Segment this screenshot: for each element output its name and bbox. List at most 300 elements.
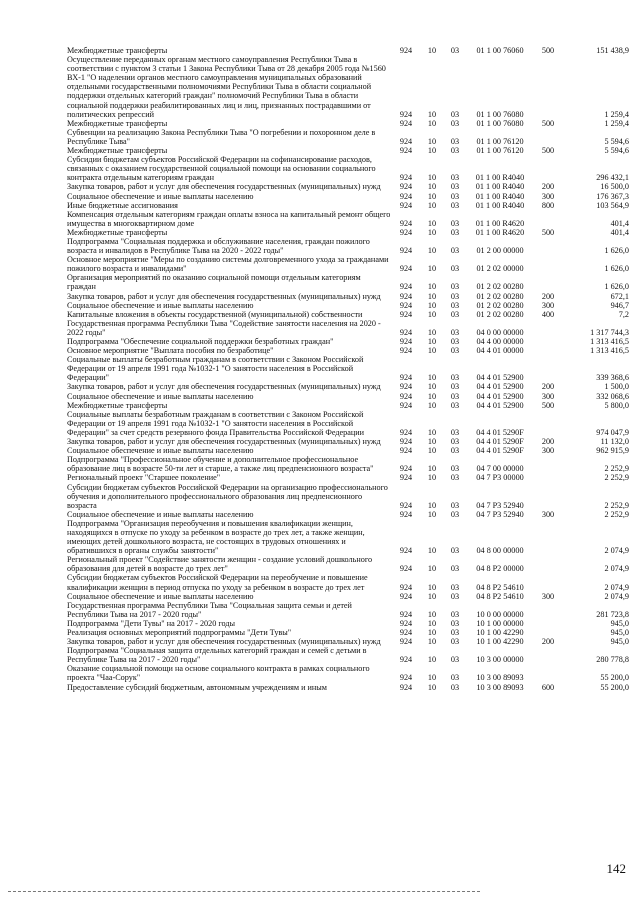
row-grbs: 924 <box>399 682 413 692</box>
row-expense-type <box>533 573 563 591</box>
row-subsection: 03 <box>450 109 460 119</box>
row-subsection: 03 <box>450 300 460 310</box>
row-expense-type <box>533 619 563 628</box>
row-name: Подпрограмма "Организация переобучения и повышения квалификации женщин, находящихся в отпуске по уходу за ребенком в возрасте до трех лет, а также женщин, имеющих детей дошкольного возраста, не состоящих в трудовых отношениях и обратившихся в органы службы занятости" <box>67 518 365 556</box>
row-section: 10 <box>427 264 437 274</box>
row-section: 10 <box>427 509 437 519</box>
row-subsection: 03 <box>450 509 460 519</box>
row-subsection: 03 <box>450 673 460 683</box>
row-target-article: 04 4 01 5290F <box>476 427 524 437</box>
row-section: 10 <box>427 500 437 510</box>
row-section: 10 <box>427 655 437 665</box>
row-amount: 1 313 416,5 <box>590 337 629 346</box>
row-section: 10 <box>427 473 437 483</box>
row-amount: 2 252,9 <box>604 473 629 483</box>
table-row <box>67 228 629 237</box>
row-grbs: 924 <box>399 628 413 637</box>
bottom-divider <box>8 891 480 892</box>
table-row <box>67 519 629 555</box>
row-name: Социальные выплаты безработным гражданам в соответствии с Законом Российской Федерации от 19 апреля 1991 года №1032-1 "О занятости населения в Российской Федерации" за счет средств резервного фонда Правительства Российской Федерации <box>67 409 365 437</box>
row-target-article: 01 1 00 R4040 <box>475 182 525 192</box>
row-amount: 401,4 <box>610 218 629 228</box>
table-row <box>67 455 629 473</box>
row-section: 10 <box>427 46 437 55</box>
row-name: Социальное обеспечение и иные выплаты населению <box>67 300 254 310</box>
table-row <box>67 664 629 682</box>
row-name: Капитальные вложения в объекты государственной (муниципальной) собственности <box>67 309 363 319</box>
table-row <box>67 292 629 301</box>
row-expense-type: 500 <box>541 146 555 156</box>
row-section: 10 <box>427 427 437 437</box>
row-grbs: 924 <box>399 391 413 401</box>
row-section: 10 <box>427 346 437 356</box>
table-row <box>67 592 629 601</box>
row-subsection: 03 <box>450 464 460 474</box>
row-subsection: 03 <box>450 327 460 337</box>
table-row <box>67 146 629 155</box>
table-row <box>67 192 629 201</box>
row-amount: 2 252,9 <box>604 509 629 519</box>
row-amount: 339 368,6 <box>596 373 629 383</box>
row-amount: 945,0 <box>610 628 629 637</box>
row-section: 10 <box>427 327 437 337</box>
row-subsection: 03 <box>450 173 460 183</box>
row-name: Иные бюджетные ассигнования <box>67 200 178 210</box>
row-subsection: 03 <box>450 218 460 228</box>
table-row <box>67 473 629 482</box>
row-expense-type <box>533 319 563 337</box>
row-subsection: 03 <box>450 437 460 447</box>
row-name: Компенсация отдельным категориям граждан оплаты взноса на капитальный ремонт общего имущества в многоквартирном доме <box>67 209 391 228</box>
row-name: Межбюджетные трансферты <box>67 227 168 237</box>
row-target-article: 01 1 00 R4040 <box>475 173 525 183</box>
row-subsection: 03 <box>450 282 460 292</box>
row-subsection: 03 <box>450 291 460 301</box>
row-subsection: 03 <box>450 637 460 647</box>
row-name: Закупка товаров, работ и услуг для обеспечения государственных (муниципальных) нужд <box>67 291 381 301</box>
row-section: 10 <box>427 582 437 592</box>
row-grbs: 924 <box>399 337 413 346</box>
row-amount: 2 074,9 <box>604 564 629 574</box>
row-target-article: 04 8 P2 54610 <box>476 582 524 592</box>
row-amount: 332 068,6 <box>596 391 629 401</box>
row-subsection: 03 <box>450 618 460 628</box>
row-grbs: 924 <box>399 427 413 437</box>
row-target-article: 04 4 01 52900 <box>476 400 524 410</box>
row-target-article: 10 1 00 42290 <box>476 628 524 637</box>
row-section: 10 <box>427 282 437 292</box>
row-section: 10 <box>427 591 437 601</box>
row-amount: 151 438,9 <box>596 46 629 55</box>
row-grbs: 924 <box>399 109 413 119</box>
row-subsection: 03 <box>450 346 460 356</box>
row-expense-type: 200 <box>541 637 555 647</box>
row-amount: 2 252,9 <box>604 500 629 510</box>
table-row <box>67 382 629 391</box>
row-name: Государственная программа Республики Тыва "Социальная защита семьи и детей Республики Тыва на 2017 - 2020 годы" <box>67 600 352 619</box>
row-amount: 1 317 744,3 <box>590 327 629 337</box>
row-expense-type <box>533 255 563 273</box>
table-row <box>67 210 629 228</box>
row-target-article: 04 4 01 52900 <box>476 373 524 383</box>
row-target-article: 04 7 P3 52940 <box>476 509 524 519</box>
row-name: Основное мероприятие "Меры по созданию системы долговременного ухода за гражданами пожилого возраста и инвалидами" <box>67 255 389 274</box>
row-expense-type: 300 <box>541 591 555 601</box>
row-expense-type <box>533 346 563 355</box>
row-section: 10 <box>427 337 437 346</box>
row-grbs: 924 <box>399 291 413 301</box>
row-subsection: 03 <box>450 564 460 574</box>
table-row <box>67 410 629 437</box>
row-name: Закупка товаров, работ и услуг для обеспечения государственных (муниципальных) нужд <box>67 437 381 447</box>
table-row <box>67 573 629 591</box>
row-grbs: 924 <box>399 191 413 201</box>
row-subsection: 03 <box>450 382 460 392</box>
row-grbs: 924 <box>399 227 413 237</box>
row-target-article: 10 3 00 00000 <box>476 655 524 665</box>
row-amount: 296 432,1 <box>596 173 629 183</box>
row-subsection: 03 <box>450 609 460 619</box>
row-expense-type <box>533 555 563 573</box>
row-subsection: 03 <box>450 246 460 256</box>
row-grbs: 924 <box>399 264 413 274</box>
row-subsection: 03 <box>450 200 460 210</box>
row-subsection: 03 <box>450 546 460 556</box>
row-target-article: 01 1 00 76080 <box>476 109 524 119</box>
row-expense-type <box>533 273 563 291</box>
row-grbs: 924 <box>399 637 413 647</box>
row-subsection: 03 <box>450 473 460 483</box>
row-grbs: 924 <box>399 673 413 683</box>
row-amount: 7,2 <box>618 309 629 319</box>
row-subsection: 03 <box>450 309 460 319</box>
row-expense-type <box>533 519 563 555</box>
row-expense-type: 500 <box>541 400 555 410</box>
row-amount: 945,0 <box>610 618 629 628</box>
row-target-article: 01 2 02 00280 <box>476 291 524 301</box>
table-row <box>67 446 629 455</box>
row-name: Социальные выплаты безработным гражданам в соответствии с Законом Российской Федерации от 19 апреля 1991 года №1032-1 "О занятости населения в Российской Федерации" <box>67 355 364 383</box>
row-amount: 974 047,9 <box>596 427 629 437</box>
table-row <box>67 119 629 128</box>
row-grbs: 924 <box>399 464 413 474</box>
row-target-article: 01 2 02 00280 <box>476 309 524 319</box>
row-subsection: 03 <box>450 118 460 128</box>
table-row <box>67 392 629 401</box>
row-grbs: 924 <box>399 246 413 256</box>
row-subsection: 03 <box>450 682 460 692</box>
row-amount: 5 594,6 <box>604 146 629 156</box>
row-target-article: 04 8 P2 00000 <box>476 564 524 574</box>
row-subsection: 03 <box>450 227 460 237</box>
row-expense-type: 200 <box>541 437 555 447</box>
row-grbs: 924 <box>399 582 413 592</box>
row-name: Оказание социальной помощи на основе социального контракта в рамках социального проекта "Чаа-Сорук" <box>67 664 370 683</box>
row-target-article: 04 4 00 00000 <box>476 337 524 346</box>
row-section: 10 <box>427 109 437 119</box>
row-target-article: 01 2 02 00000 <box>476 264 524 274</box>
row-amount: 946,7 <box>610 300 629 310</box>
row-grbs: 924 <box>399 373 413 383</box>
row-name: Региональный проект "Содействие занятости женщин - создание условий дошкольного образования для детей в возрасте до трех лет" <box>67 555 373 574</box>
row-grbs: 924 <box>399 346 413 356</box>
row-target-article: 04 8 00 00000 <box>476 546 524 556</box>
row-section: 10 <box>427 227 437 237</box>
table-row <box>67 337 629 346</box>
row-subsection: 03 <box>450 427 460 437</box>
row-target-article: 04 7 P3 00000 <box>476 473 524 483</box>
row-amount: 5 800,0 <box>604 400 629 410</box>
table-row <box>67 355 629 382</box>
row-section: 10 <box>427 437 437 447</box>
row-section: 10 <box>427 309 437 319</box>
row-target-article: 04 4 01 5290F <box>476 437 524 447</box>
row-grbs: 924 <box>399 473 413 483</box>
row-name: Субсидии бюджетам субъектов Российской Федерации на организацию профессионального обучения и дополнительного профессионального образования лиц предпенсионного возраста <box>67 482 388 510</box>
row-subsection: 03 <box>450 391 460 401</box>
row-grbs: 924 <box>399 146 413 156</box>
table-row <box>67 182 629 191</box>
row-name: Предоставление субсидий бюджетным, автономным учреждениям и иным <box>67 682 327 692</box>
row-target-article: 04 4 01 5290F <box>476 446 524 456</box>
row-grbs: 924 <box>399 46 413 55</box>
row-target-article: 04 7 00 00000 <box>476 464 524 474</box>
row-grbs: 924 <box>399 200 413 210</box>
row-section: 10 <box>427 200 437 210</box>
row-grbs: 924 <box>399 182 413 192</box>
row-expense-type: 300 <box>541 391 555 401</box>
row-expense-type: 500 <box>541 227 555 237</box>
row-amount: 103 564,9 <box>596 200 629 210</box>
row-section: 10 <box>427 609 437 619</box>
row-target-article: 10 1 00 42290 <box>476 637 524 647</box>
row-section: 10 <box>427 191 437 201</box>
row-expense-type <box>533 664 563 682</box>
table-row <box>67 346 629 355</box>
row-target-article: 10 3 00 89093 <box>476 673 524 683</box>
row-section: 10 <box>427 246 437 256</box>
row-expense-type: 400 <box>541 309 555 319</box>
row-target-article: 01 1 00 76120 <box>476 146 524 156</box>
row-subsection: 03 <box>450 655 460 665</box>
row-target-article: 04 4 01 52900 <box>476 391 524 401</box>
row-expense-type <box>533 473 563 482</box>
row-expense-type <box>533 646 563 664</box>
page-number: 142 <box>606 861 626 876</box>
row-grbs: 924 <box>399 400 413 410</box>
table-row <box>67 55 629 119</box>
table-row <box>67 310 629 319</box>
table-row <box>67 201 629 210</box>
row-expense-type <box>533 210 563 228</box>
row-grbs: 924 <box>399 564 413 574</box>
row-amount: 1 259,4 <box>604 109 629 119</box>
row-amount: 16 500,0 <box>600 182 629 192</box>
row-grbs: 924 <box>399 173 413 183</box>
row-amount: 945,0 <box>610 637 629 647</box>
row-grbs: 924 <box>399 546 413 556</box>
row-grbs: 924 <box>399 437 413 447</box>
budget-table <box>67 46 629 692</box>
row-name: Социальное обеспечение и иные выплаты населению <box>67 191 254 201</box>
row-expense-type <box>533 128 563 146</box>
table-row <box>67 155 629 182</box>
row-grbs: 924 <box>399 655 413 665</box>
row-amount: 401,4 <box>610 227 629 237</box>
row-subsection: 03 <box>450 582 460 592</box>
row-grbs: 924 <box>399 509 413 519</box>
row-amount: 280 778,8 <box>596 655 629 665</box>
row-section: 10 <box>427 373 437 383</box>
row-section: 10 <box>427 446 437 456</box>
row-expense-type: 200 <box>541 182 555 192</box>
row-expense-type: 200 <box>541 382 555 392</box>
row-amount: 2 074,9 <box>604 582 629 592</box>
row-name: Межбюджетные трансферты <box>67 400 168 410</box>
row-name: Подпрограмма "Профессиональное обучение и дополнительное профессиональное образование лиц в возрасте 50-ти лет и старше, а также лиц предпенсионного возраста" <box>67 455 374 474</box>
row-grbs: 924 <box>399 609 413 619</box>
row-target-article: 01 2 00 00000 <box>476 246 524 256</box>
row-expense-type <box>533 55 563 119</box>
row-section: 10 <box>427 464 437 474</box>
row-target-article: 01 1 00 R4620 <box>475 227 525 237</box>
row-name: Подпрограмма "Дети Тувы" на 2017 - 2020 годы <box>67 618 236 628</box>
row-section: 10 <box>427 682 437 692</box>
row-section: 10 <box>427 182 437 192</box>
row-expense-type <box>533 237 563 255</box>
row-name: Закупка товаров, работ и услуг для обеспечения государственных (муниципальных) нужд <box>67 382 381 392</box>
row-section: 10 <box>427 291 437 301</box>
row-target-article: 04 8 P2 54610 <box>476 591 524 601</box>
row-amount: 1 626,0 <box>604 282 629 292</box>
row-expense-type <box>533 410 563 437</box>
row-section: 10 <box>427 391 437 401</box>
row-target-article: 04 7 P3 52940 <box>476 500 524 510</box>
row-expense-type: 300 <box>541 446 555 456</box>
row-section: 10 <box>427 118 437 128</box>
row-amount: 11 132,0 <box>600 437 629 447</box>
row-grbs: 924 <box>399 382 413 392</box>
row-amount: 2 074,9 <box>604 591 629 601</box>
table-row <box>67 510 629 519</box>
row-target-article: 01 1 00 76120 <box>476 136 524 146</box>
row-subsection: 03 <box>450 500 460 510</box>
row-expense-type <box>533 355 563 382</box>
row-name: Социальное обеспечение и иные выплаты населению <box>67 446 254 456</box>
table-row <box>67 319 629 337</box>
table-row <box>67 646 629 664</box>
row-target-article: 01 1 00 R4040 <box>475 191 525 201</box>
row-grbs: 924 <box>399 327 413 337</box>
row-grbs: 924 <box>399 136 413 146</box>
row-subsection: 03 <box>450 337 460 346</box>
row-subsection: 03 <box>450 146 460 156</box>
table-row <box>67 601 629 619</box>
row-section: 10 <box>427 637 437 647</box>
table-row <box>67 46 629 55</box>
row-name: Субвенции на реализацию Закона Республики Тыва "О погребении и похоронном деле в Республике Тыва" <box>67 127 376 146</box>
row-section: 10 <box>427 564 437 574</box>
row-name: Реализация основных мероприятий подпрограммы "Дети Тувы" <box>67 628 292 637</box>
row-expense-type: 300 <box>541 191 555 201</box>
row-name: Межбюджетные трансферты <box>67 118 168 128</box>
row-name: Закупка товаров, работ и услуг для обеспечения государственных (муниципальных) нужд <box>67 182 381 192</box>
row-expense-type: 300 <box>541 300 555 310</box>
table-row <box>67 637 629 646</box>
row-amount: 1 313 416,5 <box>590 346 629 356</box>
row-expense-type <box>533 155 563 182</box>
table-row <box>67 628 629 637</box>
row-target-article: 10 1 00 00000 <box>476 618 524 628</box>
row-section: 10 <box>427 618 437 628</box>
row-subsection: 03 <box>450 182 460 192</box>
row-subsection: 03 <box>450 373 460 383</box>
row-target-article: 01 1 00 76060 <box>476 46 524 55</box>
row-grbs: 924 <box>399 282 413 292</box>
row-subsection: 03 <box>450 400 460 410</box>
row-expense-type <box>533 455 563 473</box>
row-target-article: 01 1 00 76080 <box>476 118 524 128</box>
row-amount: 176 367,3 <box>596 191 629 201</box>
row-section: 10 <box>427 673 437 683</box>
row-name: Социальное обеспечение и иные выплаты населению <box>67 591 254 601</box>
row-subsection: 03 <box>450 136 460 146</box>
row-section: 10 <box>427 400 437 410</box>
row-target-article: 10 0 00 00000 <box>476 609 524 619</box>
row-expense-type <box>533 601 563 619</box>
budget-table-body <box>67 46 629 692</box>
row-amount: 1 626,0 <box>604 246 629 256</box>
row-expense-type <box>533 628 563 637</box>
row-section: 10 <box>427 546 437 556</box>
table-row <box>67 683 629 692</box>
table-row <box>67 273 629 291</box>
row-expense-type: 300 <box>541 509 555 519</box>
table-row <box>67 619 629 628</box>
row-amount: 5 594,6 <box>604 136 629 146</box>
row-name: Субсидии бюджетам субъектов Российской Федерации на переобучение и повышение квалификации женщин в период отпуска по уходу за ребенком в возрасте до трех лет <box>67 573 368 592</box>
row-section: 10 <box>427 382 437 392</box>
row-subsection: 03 <box>450 264 460 274</box>
table-row <box>67 401 629 410</box>
row-name: Подпрограмма "Социальная защита отдельных категорий граждан и семей с детьми в Республике Тыва на 2017 - 2020 годы" <box>67 646 367 665</box>
row-name: Подпрограмма "Социальная поддержка и обслуживание населения, граждан пожилого возраста и инвалидов в Республике Тыва на 2020 - 2022 годы" <box>67 236 370 256</box>
row-name: Социальное обеспечение и иные выплаты населению <box>67 509 254 519</box>
row-subsection: 03 <box>450 446 460 456</box>
row-target-article: 01 1 00 R4040 <box>475 200 525 210</box>
row-amount: 55 200,0 <box>600 673 629 683</box>
row-amount: 2 074,9 <box>604 546 629 556</box>
row-amount: 281 723,8 <box>596 609 629 619</box>
row-name: Организация мероприятий по оказанию социальной помощи отдельным категориям граждан <box>67 273 361 292</box>
row-name: Социальное обеспечение и иные выплаты населению <box>67 391 254 401</box>
row-subsection: 03 <box>450 191 460 201</box>
row-amount: 1 500,0 <box>604 382 629 392</box>
row-grbs: 924 <box>399 218 413 228</box>
row-name: Государственная программа Республики Тыва "Содействие занятости населения на 2020 - 2022 годы" <box>67 318 381 337</box>
row-name: Подпрограмма "Обеспечение социальной поддержки безработных граждан" <box>67 337 334 346</box>
row-target-article: 04 4 01 00000 <box>476 346 524 356</box>
row-expense-type: 200 <box>541 291 555 301</box>
row-expense-type: 500 <box>541 46 555 55</box>
row-section: 10 <box>427 628 437 637</box>
table-row <box>67 437 629 446</box>
row-subsection: 03 <box>450 46 460 55</box>
row-subsection: 03 <box>450 628 460 637</box>
row-grbs: 924 <box>399 500 413 510</box>
table-row <box>67 483 629 510</box>
row-target-article: 04 0 00 00000 <box>476 327 524 337</box>
